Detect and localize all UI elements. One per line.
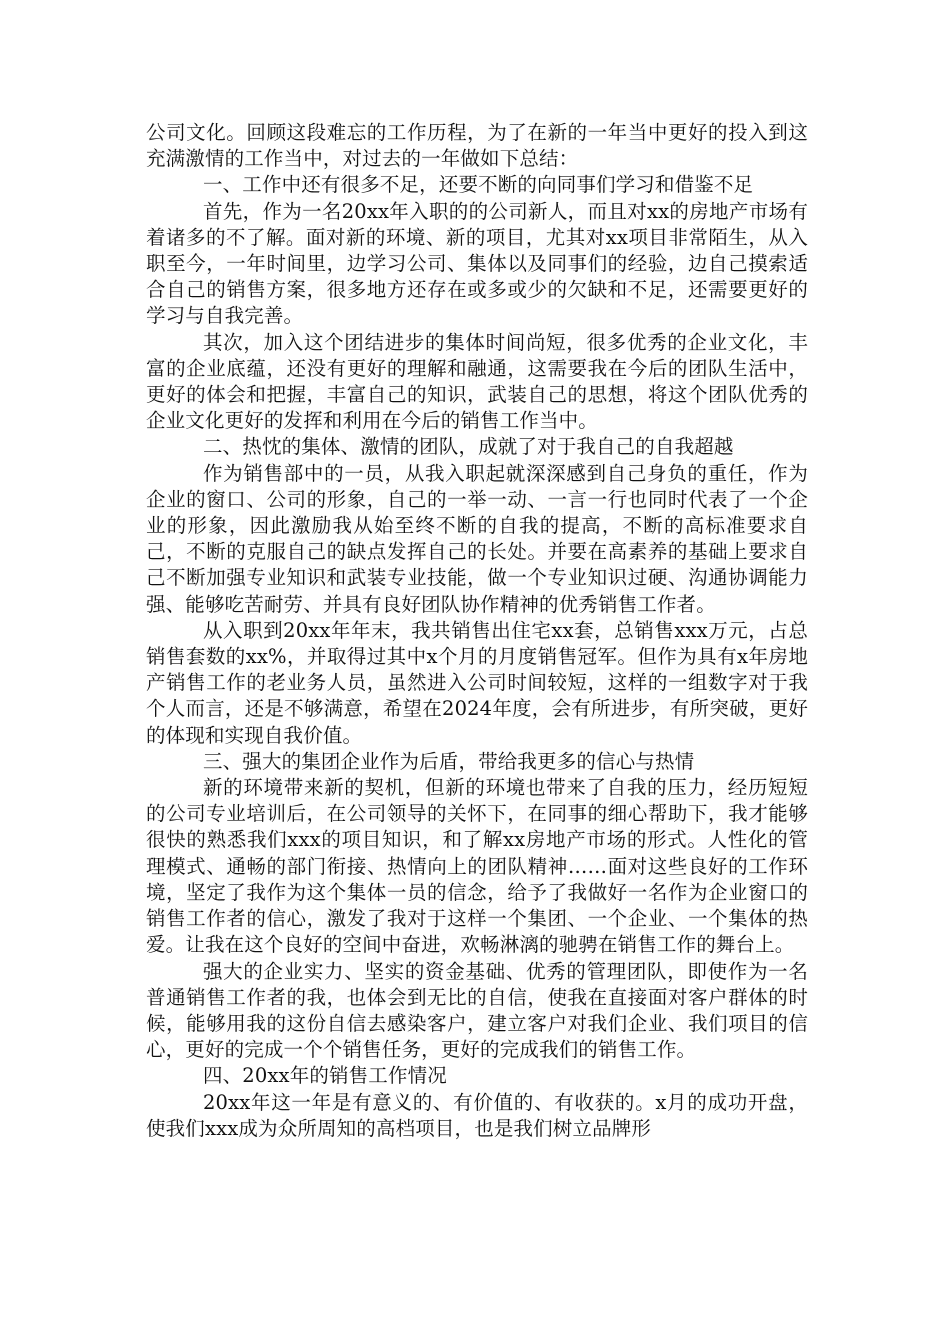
- paragraph-intro: 公司文化。回顾这段难忘的工作历程，为了在新的一年当中更好的投入到这充满激情的工作当中，对过去的一年做如下总结：: [146, 121, 808, 171]
- paragraph: 从入职到20xx年年末，我共销售出住宅xx套，总销售xxx万元，占总销售套数的xx%，并取得过其中x个月的月度销售冠军。但作为具有x年房地产销售工作的老业务人员，虽然进入公司时间较短，这样的一组数字对于我个人而言，还是不够满意，希望在2024年度，会有所进步，有所突破，更好的体现和实现自我价值。: [146, 618, 808, 747]
- document-body: [146, 120, 808, 1142]
- paragraph: 首先，作为一名20xx年入职的的公司新人，而且对xx的房地产市场有着诸多的不了解。面对新的环境、新的项目，尤其对xx项目非常陌生，从入职至今，一年时间里，边学习公司、集体以及同事们的经验，边自己摸索适合自己的销售方案，很多地方还存在或多或少的欠缺和不足，还需要更好的学习与自我完善。: [146, 199, 808, 328]
- paragraph: 新的环境带来新的契机，但新的环境也带来了自我的压力，经历短短的公司专业培训后，在公司领导的关怀下，在同事的细心帮助下，我才能够很快的熟悉我们xxx的项目知识，和了解xx房地产市场的形式。人性化的管理模式、通畅的部门衔接、热情向上的团队精神……面对这些良好的工作环境，坚定了我作为这个集体一员的信念，给予了我做好一名作为企业窗口的销售工作者的信心，激发了我对于这样一个集团、一个企业、一个集体的热爱。让我在这个良好的空间中奋进，欢畅淋漓的驰骋在销售工作的舞台上。: [146, 776, 808, 957]
- paragraph: 作为销售部中的一员，从我入职起就深深感到自己身负的重任，作为企业的窗口、公司的形象，自己的一举一动、一言一行也同时代表了一个企业的形象，因此激励我从始至终不断的自我的提高，不断的高标准要求自己，不断的克服自己的缺点发挥自己的长处。并要在高素养的基础上要求自己不断加强专业知识和武装专业技能，做一个专业知识过硬、沟通协调能力强、能够吃苦耐劳、并具有良好团队协作精神的优秀销售工作者。: [146, 461, 808, 616]
- section-heading-3: 三、强大的集团企业作为后盾，带给我更多的信心与热情: [203, 749, 695, 773]
- paragraph: 20xx年这一年是有意义的、有价值的、有收获的。x月的成功开盘，使我们xxx成为众所周知的高档项目，也是我们树立品牌形: [146, 1090, 808, 1140]
- section-heading-2: 二、热忱的集体、激情的团队，成就了对于我自己的自我超越: [203, 435, 734, 459]
- paragraph: 其次，加入这个团结进步的集体时间尚短，很多优秀的企业文化，丰富的企业底蕴，还没有更好的理解和融通，这需要我在今后的团队生活中，更好的体会和把握，丰富自己的知识，武装自己的思想，将这个团队优秀的企业文化更好的发挥和利用在今后的销售工作当中。: [146, 330, 808, 433]
- section-heading-4: 四、20xx年的销售工作情况: [203, 1064, 447, 1088]
- paragraph: 强大的企业实力、坚实的资金基础、优秀的管理团队，即使作为一名普通销售工作者的我，也体会到无比的自信，使我在直接面对客户群体的时候，能够用我的这份自信去感染客户，建立客户对我们企业、我们项目的信心，更好的完成一个个销售任务，更好的完成我们的销售工作。: [146, 959, 808, 1062]
- section-heading-1: 一、工作中还有很多不足，还要不断的向同事们学习和借鉴不足: [203, 173, 754, 197]
